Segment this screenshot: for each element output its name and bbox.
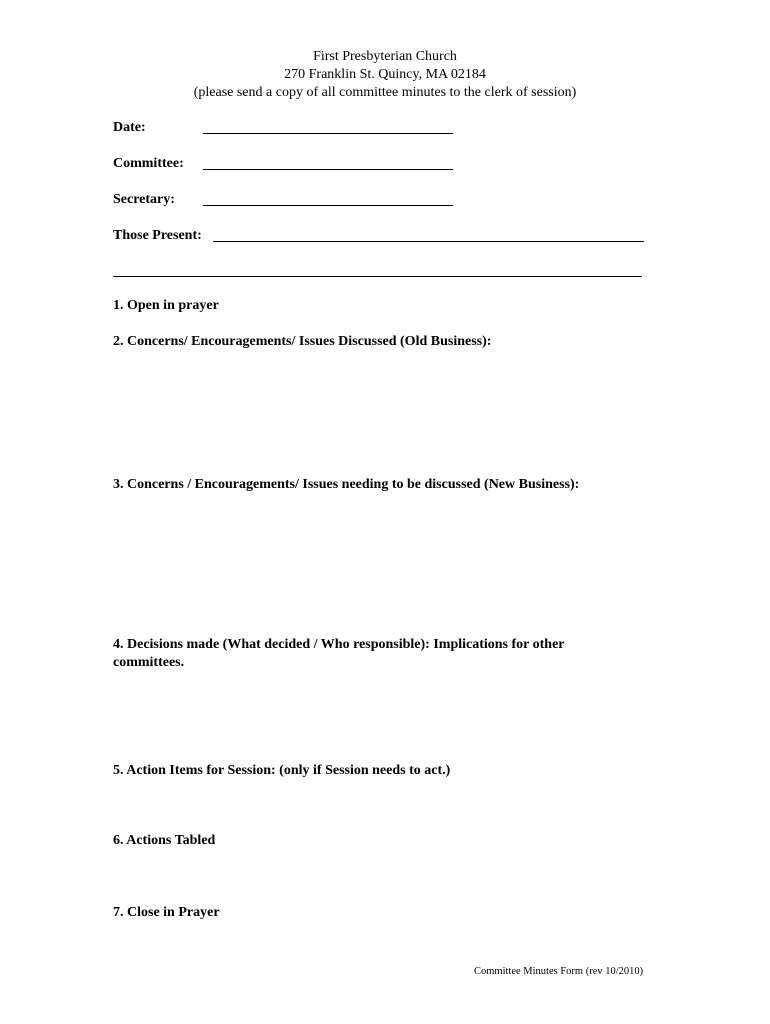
church-name: First Presbyterian Church (313, 49, 457, 64)
section-old-business: 2. Concerns/ Encouragements/ Issues Discussed (Old Business): (113, 334, 492, 349)
secretary-label: Secretary: (113, 192, 175, 207)
those-present-blank-continued[interactable] (113, 276, 642, 277)
form-revision-footer: Committee Minutes Form (rev 10/2010) (474, 966, 644, 977)
those-present-label: Those Present: (113, 228, 202, 243)
secretary-blank[interactable] (203, 205, 453, 206)
section-open-prayer: 1. Open in prayer (113, 298, 219, 313)
committee-blank[interactable] (203, 169, 453, 170)
section-new-business: 3. Concerns / Encouragements/ Issues needing to be discussed (New Business): (113, 477, 580, 492)
section-decisions: 4. Decisions made (What decided / Who responsible): Implications for other committees. (113, 637, 565, 670)
committee-label: Committee: (113, 156, 184, 171)
section-action-items: 5. Action Items for Session: (only if Session needs to act.) (113, 763, 451, 778)
those-present-blank[interactable] (213, 241, 644, 242)
date-blank[interactable] (203, 133, 453, 134)
date-label: Date: (113, 120, 146, 135)
instruction-note: (please send a copy of all committee minutes to the clerk of session) (193, 85, 577, 100)
church-address: 270 Franklin St. Quincy, MA 02184 (284, 67, 486, 82)
section-close-prayer: 7. Close in Prayer (113, 905, 220, 920)
section-actions-tabled: 6. Actions Tabled (113, 833, 216, 848)
